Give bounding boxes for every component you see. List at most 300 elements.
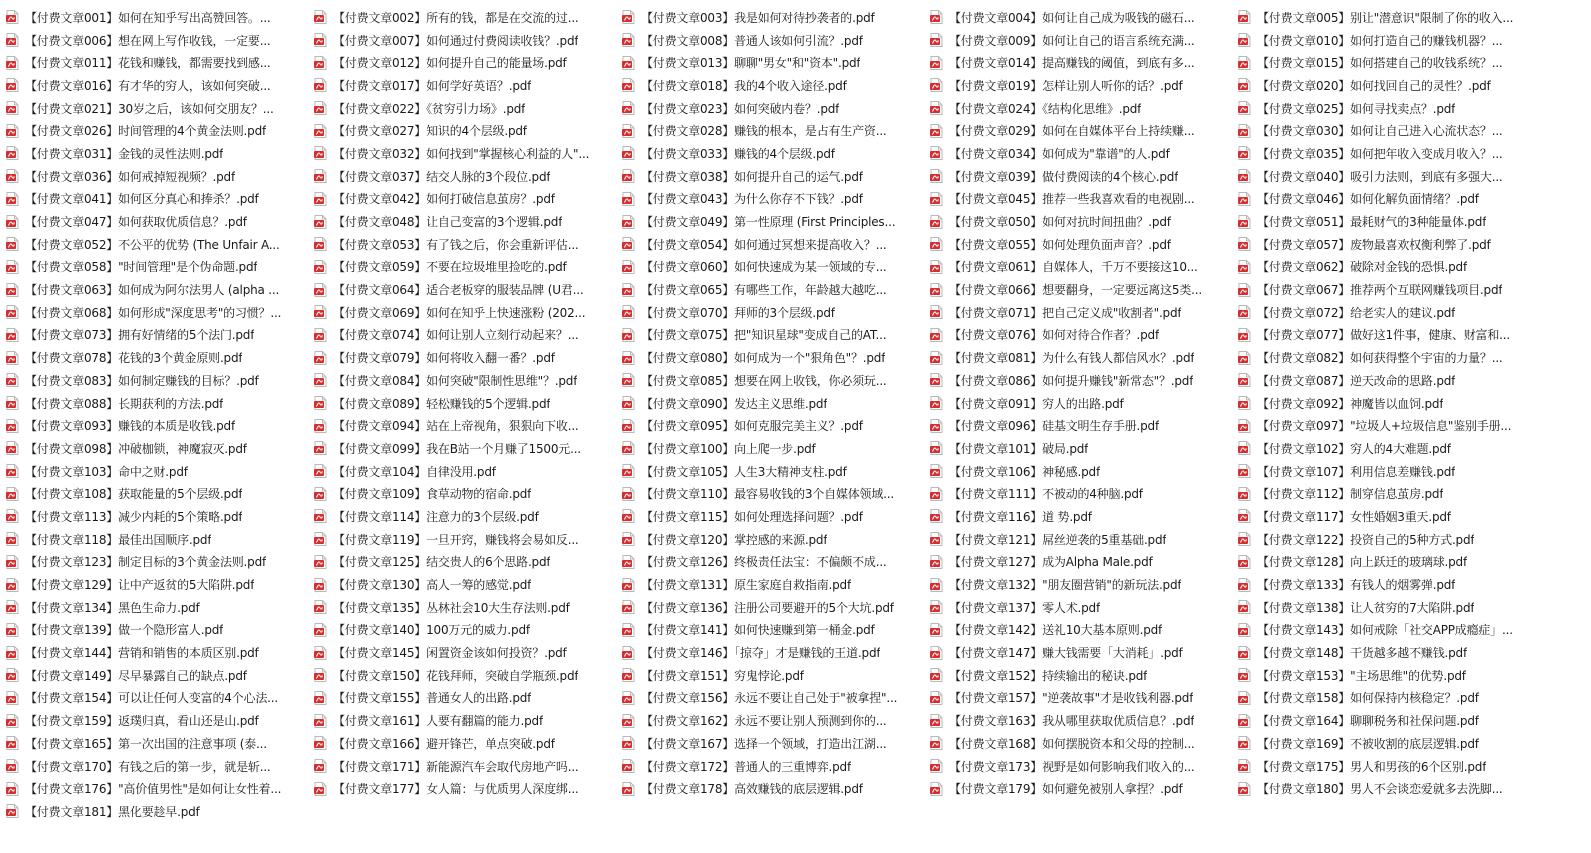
file-item[interactable]	[0, 256, 308, 279]
file-item[interactable]	[1232, 210, 1572, 233]
pdf-file-icon	[314, 736, 327, 750]
file-item[interactable]	[1232, 505, 1572, 528]
file-item[interactable]	[616, 210, 924, 233]
file-name: 【付费文章068】如何形成"深度思考"的习惯？...	[25, 305, 282, 320]
pdf-file-icon	[314, 668, 327, 682]
file-item[interactable]	[308, 414, 616, 437]
file-name: 【付费文章131】原生家庭自救指南.pdf	[641, 578, 851, 593]
file-name: 【付费文章100】向上爬一步.pdf	[641, 441, 816, 456]
file-item[interactable]	[616, 732, 924, 755]
file-name: 【付费文章107】利用信息差赚钱.pdf	[1257, 464, 1456, 479]
file-item[interactable]	[616, 188, 924, 211]
file-name: 【付费文章086】如何提升赚钱"新常态"？.pdf	[949, 373, 1194, 388]
pdf-file-icon	[1238, 10, 1251, 24]
file-item[interactable]	[0, 188, 308, 211]
file-name: 【付费文章154】可以让任何人变富的4个心法...	[25, 691, 278, 706]
file-item[interactable]	[0, 482, 308, 505]
pdf-file-icon	[930, 736, 943, 750]
file-item[interactable]	[308, 687, 616, 710]
pdf-file-icon	[930, 396, 943, 410]
file-item[interactable]	[308, 29, 616, 52]
file-name: 【付费文章061】自媒体人，千万不要接这10...	[949, 260, 1198, 275]
file-item[interactable]	[0, 777, 308, 800]
pdf-file-icon	[6, 487, 19, 501]
file-item[interactable]	[1232, 6, 1572, 29]
file-item[interactable]	[1232, 641, 1572, 664]
file-item[interactable]	[0, 165, 308, 188]
file-item[interactable]	[308, 51, 616, 74]
file-name: 【付费文章122】投资自己的5种方式.pdf	[1257, 532, 1475, 547]
file-item[interactable]	[1232, 392, 1572, 415]
file-name: 【付费文章138】让人贫穷的7大陷阱.pdf	[1257, 600, 1475, 615]
file-item[interactable]	[924, 596, 1232, 619]
file-item[interactable]	[0, 619, 308, 642]
file-item[interactable]	[1232, 687, 1572, 710]
file-name: 【付费文章169】不被收割的底层逻辑.pdf	[1257, 736, 1479, 751]
file-item[interactable]	[0, 800, 308, 823]
file-item[interactable]	[616, 51, 924, 74]
pdf-file-icon	[622, 623, 635, 637]
file-item[interactable]	[924, 619, 1232, 642]
pdf-file-icon	[6, 124, 19, 138]
file-item[interactable]	[616, 165, 924, 188]
pdf-file-icon	[6, 33, 19, 47]
file-item[interactable]	[308, 641, 616, 664]
file-item[interactable]	[1232, 97, 1572, 120]
file-item[interactable]	[0, 97, 308, 120]
file-name: 【付费文章144】营销和销售的本质区别.pdf	[25, 646, 259, 661]
file-item[interactable]	[308, 74, 616, 97]
pdf-file-icon	[622, 419, 635, 433]
file-name: 【付费文章082】如何获得整个宇宙的力量？...	[1257, 351, 1503, 366]
file-item[interactable]	[308, 97, 616, 120]
pdf-file-icon	[1238, 56, 1251, 70]
file-item[interactable]	[616, 278, 924, 301]
file-name: 【付费文章060】如何快速成为某一领域的专...	[641, 260, 887, 275]
pdf-file-icon	[622, 305, 635, 319]
file-item[interactable]	[924, 528, 1232, 551]
file-name: 【付费文章173】视野是如何影响我们收入的...	[949, 759, 1195, 774]
file-name: 【付费文章076】如何对待合作者？.pdf	[949, 328, 1159, 343]
file-item[interactable]	[0, 142, 308, 165]
pdf-file-icon	[1238, 373, 1251, 387]
file-item[interactable]	[1232, 619, 1572, 642]
pdf-file-icon	[6, 146, 19, 160]
pdf-file-icon	[1238, 600, 1251, 614]
file-item[interactable]	[616, 346, 924, 369]
file-item[interactable]	[308, 505, 616, 528]
file-name: 【付费文章098】冲破枷锁，神魔寂灭.pdf	[25, 441, 247, 456]
pdf-file-icon	[622, 759, 635, 773]
file-item[interactable]	[308, 777, 616, 800]
file-name: 【付费文章151】穷鬼悖论.pdf	[641, 668, 804, 683]
file-item[interactable]	[308, 188, 616, 211]
file-item[interactable]	[308, 755, 616, 778]
pdf-file-icon	[622, 555, 635, 569]
file-name: 【付费文章152】持续输出的秘诀.pdf	[949, 668, 1148, 683]
file-name: 【付费文章053】有了钱之后，你会重新评估...	[333, 237, 579, 252]
file-item[interactable]	[924, 505, 1232, 528]
file-item[interactable]	[924, 301, 1232, 324]
file-item[interactable]	[616, 460, 924, 483]
file-item[interactable]	[308, 119, 616, 142]
file-item[interactable]	[308, 256, 616, 279]
file-name: 【付费文章164】聊聊税务和社保问题.pdf	[1257, 714, 1479, 729]
file-item[interactable]	[924, 460, 1232, 483]
file-item[interactable]	[1232, 278, 1572, 301]
file-item[interactable]	[308, 460, 616, 483]
file-item[interactable]	[308, 369, 616, 392]
file-name: 【付费文章097】"垃圾人+垃圾信息"鉴别手册...	[1257, 419, 1512, 434]
file-item[interactable]	[308, 142, 616, 165]
file-item[interactable]	[924, 709, 1232, 732]
file-item[interactable]	[616, 664, 924, 687]
file-name: 【付费文章013】聊聊"男女"和"资本".pdf	[641, 56, 861, 71]
file-name: 【付费文章171】新能源汽车会取代房地产吗...	[333, 759, 579, 774]
pdf-file-icon	[930, 487, 943, 501]
file-item[interactable]	[308, 437, 616, 460]
file-item[interactable]	[616, 551, 924, 574]
file-item[interactable]	[308, 551, 616, 574]
pdf-file-icon	[622, 691, 635, 705]
file-item[interactable]	[0, 687, 308, 710]
file-name: 【付费文章008】普通人该如何引流？.pdf	[641, 33, 863, 48]
file-item[interactable]	[0, 528, 308, 551]
pdf-file-icon	[1238, 124, 1251, 138]
file-item[interactable]	[308, 301, 616, 324]
file-item[interactable]	[924, 641, 1232, 664]
pdf-file-icon	[6, 782, 19, 796]
file-name: 【付费文章105】人生3大精神支柱.pdf	[641, 464, 847, 479]
file-item[interactable]	[1232, 301, 1572, 324]
pdf-file-icon	[314, 419, 327, 433]
pdf-file-icon	[1238, 714, 1251, 728]
file-item[interactable]	[0, 392, 308, 415]
file-item[interactable]	[0, 119, 308, 142]
file-item[interactable]	[0, 369, 308, 392]
file-name: 【付费文章079】如何将收入翻一番？.pdf	[333, 351, 555, 366]
file-item[interactable]	[308, 6, 616, 29]
file-item[interactable]	[308, 482, 616, 505]
file-item[interactable]	[0, 460, 308, 483]
file-name: 【付费文章024】《结构化思维》.pdf	[949, 101, 1142, 116]
file-item[interactable]	[924, 97, 1232, 120]
file-name: 【付费文章101】破局.pdf	[949, 441, 1089, 456]
file-item[interactable]	[0, 324, 308, 347]
file-item[interactable]	[1232, 346, 1572, 369]
file-name: 【付费文章159】返璞归真，看山还是山.pdf	[25, 714, 259, 729]
pdf-file-icon	[622, 646, 635, 660]
pdf-file-icon	[314, 532, 327, 546]
file-item[interactable]	[1232, 51, 1572, 74]
file-item[interactable]	[1232, 664, 1572, 687]
file-item[interactable]	[0, 346, 308, 369]
file-item[interactable]	[0, 29, 308, 52]
file-item[interactable]	[924, 414, 1232, 437]
pdf-file-icon	[1238, 668, 1251, 682]
pdf-file-icon	[6, 351, 19, 365]
file-item[interactable]	[616, 709, 924, 732]
file-item[interactable]	[308, 732, 616, 755]
file-name: 【付费文章063】如何成为阿尔法男人 (alpha ...	[25, 283, 280, 298]
file-name: 【付费文章070】拜师的3个层级.pdf	[641, 305, 835, 320]
file-item[interactable]	[0, 596, 308, 619]
pdf-file-icon	[1238, 305, 1251, 319]
file-item[interactable]	[308, 528, 616, 551]
pdf-file-icon	[930, 237, 943, 251]
file-item[interactable]	[1232, 414, 1572, 437]
file-item[interactable]	[0, 664, 308, 687]
file-item[interactable]	[924, 551, 1232, 574]
file-item[interactable]	[1232, 74, 1572, 97]
file-item[interactable]	[616, 414, 924, 437]
file-item[interactable]	[924, 369, 1232, 392]
file-item[interactable]	[0, 51, 308, 74]
file-item[interactable]	[0, 755, 308, 778]
file-item[interactable]	[924, 256, 1232, 279]
file-item[interactable]	[0, 505, 308, 528]
file-name: 【付费文章064】适合老板穿的服装品牌 (U君...	[333, 283, 584, 298]
pdf-file-icon	[6, 623, 19, 637]
file-item[interactable]	[1232, 165, 1572, 188]
pdf-file-icon	[314, 328, 327, 342]
pdf-file-icon	[622, 714, 635, 728]
file-item[interactable]	[924, 573, 1232, 596]
pdf-file-icon	[622, 736, 635, 750]
file-item[interactable]	[308, 346, 616, 369]
file-item[interactable]	[616, 437, 924, 460]
file-name: 【付费文章009】如何让自己的语言系统充满...	[949, 33, 1195, 48]
file-name: 【付费文章128】向上跃迁的玻璃球.pdf	[1257, 555, 1467, 570]
file-name: 【付费文章140】100万元的威力.pdf	[333, 623, 530, 638]
file-item[interactable]	[0, 6, 308, 29]
file-item[interactable]	[1232, 369, 1572, 392]
pdf-file-icon	[1238, 509, 1251, 523]
file-item[interactable]	[1232, 437, 1572, 460]
file-item[interactable]	[616, 233, 924, 256]
file-item[interactable]	[616, 505, 924, 528]
file-item[interactable]	[924, 188, 1232, 211]
file-item[interactable]	[308, 210, 616, 233]
file-item[interactable]	[616, 119, 924, 142]
file-item[interactable]	[616, 528, 924, 551]
file-item[interactable]	[1232, 573, 1572, 596]
file-item[interactable]	[1232, 528, 1572, 551]
file-item[interactable]	[308, 233, 616, 256]
file-name: 【付费文章040】吸引力法则，到底有多强大...	[1257, 169, 1503, 184]
pdf-file-icon	[1238, 146, 1251, 160]
file-item[interactable]	[616, 641, 924, 664]
file-item[interactable]	[616, 29, 924, 52]
file-name: 【付费文章178】高效赚钱的底层逻辑.pdf	[641, 782, 863, 797]
pdf-file-icon	[6, 237, 19, 251]
file-name: 【付费文章139】做一个隐形富人.pdf	[25, 623, 224, 638]
pdf-file-icon	[6, 260, 19, 274]
file-item[interactable]	[1232, 119, 1572, 142]
pdf-file-icon	[930, 600, 943, 614]
file-item[interactable]	[616, 687, 924, 710]
file-item[interactable]	[924, 29, 1232, 52]
pdf-file-icon	[314, 759, 327, 773]
file-item[interactable]	[308, 573, 616, 596]
file-item[interactable]	[308, 278, 616, 301]
file-item[interactable]	[0, 278, 308, 301]
file-item[interactable]	[616, 369, 924, 392]
file-item[interactable]	[924, 74, 1232, 97]
file-item[interactable]	[924, 482, 1232, 505]
file-item[interactable]	[924, 392, 1232, 415]
file-item[interactable]	[616, 74, 924, 97]
file-item[interactable]	[308, 664, 616, 687]
file-item[interactable]	[616, 596, 924, 619]
file-name: 【付费文章155】普通女人的出路.pdf	[333, 691, 532, 706]
pdf-file-icon	[1238, 578, 1251, 592]
file-item[interactable]	[308, 392, 616, 415]
file-item[interactable]	[308, 709, 616, 732]
pdf-file-icon	[1238, 260, 1251, 274]
file-item[interactable]	[616, 142, 924, 165]
file-item[interactable]	[308, 324, 616, 347]
file-name: 【付费文章023】如何突破内卷？.pdf	[641, 101, 840, 116]
pdf-file-icon	[314, 441, 327, 455]
file-name: 【付费文章096】硅基文明生存手册.pdf	[949, 419, 1159, 434]
pdf-file-icon	[314, 192, 327, 206]
file-item[interactable]	[924, 346, 1232, 369]
file-item[interactable]	[1232, 596, 1572, 619]
file-item[interactable]	[924, 777, 1232, 800]
file-item[interactable]	[0, 551, 308, 574]
file-item[interactable]	[616, 755, 924, 778]
file-item[interactable]	[924, 210, 1232, 233]
file-item[interactable]	[616, 256, 924, 279]
file-item[interactable]	[924, 165, 1232, 188]
pdf-file-icon	[6, 283, 19, 297]
file-item[interactable]	[924, 51, 1232, 74]
pdf-file-icon	[1238, 169, 1251, 183]
file-item[interactable]	[924, 687, 1232, 710]
pdf-file-icon	[6, 532, 19, 546]
file-item[interactable]	[1232, 709, 1572, 732]
file-name: 【付费文章179】如何避免被别人拿捏？.pdf	[949, 782, 1183, 797]
file-item[interactable]	[616, 619, 924, 642]
file-name: 【付费文章004】如何让自己成为吸钱的磁石...	[949, 10, 1195, 25]
file-item[interactable]	[0, 709, 308, 732]
pdf-file-icon	[6, 373, 19, 387]
file-item[interactable]	[616, 573, 924, 596]
file-item[interactable]	[0, 573, 308, 596]
pdf-file-icon	[1238, 396, 1251, 410]
file-item[interactable]	[1232, 142, 1572, 165]
pdf-file-icon	[314, 509, 327, 523]
file-name: 【付费文章089】轻松赚钱的5个逻辑.pdf	[333, 396, 551, 411]
file-item[interactable]	[924, 233, 1232, 256]
file-name: 【付费文章120】掌控感的来源.pdf	[641, 532, 828, 547]
file-name: 【付费文章088】长期获利的方法.pdf	[25, 396, 224, 411]
file-name: 【付费文章078】花钱的3个黄金原则.pdf	[25, 351, 243, 366]
file-item[interactable]	[616, 324, 924, 347]
file-item[interactable]	[1232, 188, 1572, 211]
file-item[interactable]	[924, 119, 1232, 142]
file-item[interactable]	[0, 74, 308, 97]
file-name: 【付费文章119】一旦开窍，赚钱将会易如反...	[333, 532, 579, 547]
file-item[interactable]	[616, 482, 924, 505]
file-item[interactable]	[1232, 460, 1572, 483]
file-item[interactable]	[1232, 324, 1572, 347]
file-item[interactable]	[924, 437, 1232, 460]
file-name: 【付费文章110】最容易收钱的3个自媒体领域...	[641, 487, 894, 502]
file-item[interactable]	[1232, 29, 1572, 52]
file-item[interactable]	[924, 6, 1232, 29]
file-item[interactable]	[924, 142, 1232, 165]
file-name: 【付费文章111】不被动的4种脑.pdf	[949, 487, 1143, 502]
file-item[interactable]	[1232, 233, 1572, 256]
file-item[interactable]	[308, 165, 616, 188]
file-item[interactable]	[0, 414, 308, 437]
file-name: 【付费文章145】闲置资金该如何投资？.pdf	[333, 646, 567, 661]
file-item[interactable]	[1232, 777, 1572, 800]
file-item[interactable]	[308, 619, 616, 642]
pdf-file-icon	[6, 759, 19, 773]
pdf-file-icon	[6, 10, 19, 24]
file-item[interactable]	[0, 233, 308, 256]
pdf-file-icon	[930, 555, 943, 569]
file-name: 【付费文章134】黑色生命力.pdf	[25, 600, 200, 615]
file-name: 【付费文章104】自律没用.pdf	[333, 464, 496, 479]
file-name: 【付费文章112】制穿信息茧房.pdf	[1257, 487, 1444, 502]
file-item[interactable]	[1232, 551, 1572, 574]
file-item[interactable]	[616, 97, 924, 120]
file-item[interactable]	[1232, 256, 1572, 279]
pdf-file-icon	[622, 192, 635, 206]
file-name: 【付费文章148】干货越多越不赚钱.pdf	[1257, 646, 1467, 661]
file-item[interactable]	[1232, 482, 1572, 505]
pdf-file-icon	[314, 623, 327, 637]
file-item[interactable]	[924, 324, 1232, 347]
file-item[interactable]	[1232, 755, 1572, 778]
file-item[interactable]	[0, 641, 308, 664]
pdf-file-icon	[930, 441, 943, 455]
file-item[interactable]	[0, 732, 308, 755]
file-name: 【付费文章121】屌丝逆袭的5重基础.pdf	[949, 532, 1167, 547]
file-name: 【付费文章071】把自己定义成"收割者".pdf	[949, 305, 1182, 320]
file-item[interactable]	[616, 777, 924, 800]
pdf-file-icon	[930, 351, 943, 365]
file-item[interactable]	[616, 392, 924, 415]
file-name: 【付费文章072】给老实人的建议.pdf	[1257, 305, 1456, 320]
file-item[interactable]	[0, 301, 308, 324]
file-item[interactable]	[924, 755, 1232, 778]
pdf-file-icon	[930, 146, 943, 160]
pdf-file-icon	[314, 260, 327, 274]
file-item[interactable]	[0, 210, 308, 233]
file-item[interactable]	[924, 278, 1232, 301]
file-name: 【付费文章126】终极责任法宝：不偏颇不成...	[641, 555, 887, 570]
pdf-file-icon	[6, 714, 19, 728]
file-item[interactable]	[0, 437, 308, 460]
pdf-file-icon	[6, 328, 19, 342]
file-name: 【付费文章011】花钱和赚钱，都需要找到感...	[25, 56, 271, 71]
file-item[interactable]	[616, 6, 924, 29]
pdf-file-icon	[1238, 101, 1251, 115]
file-name: 【付费文章123】制定目标的3个黄金法则.pdf	[25, 555, 267, 570]
file-item[interactable]	[1232, 732, 1572, 755]
pdf-file-icon	[930, 532, 943, 546]
file-item[interactable]	[924, 732, 1232, 755]
file-item[interactable]	[924, 664, 1232, 687]
file-item[interactable]	[308, 596, 616, 619]
file-name: 【付费文章114】注意力的3个层级.pdf	[333, 509, 539, 524]
file-item[interactable]	[616, 301, 924, 324]
